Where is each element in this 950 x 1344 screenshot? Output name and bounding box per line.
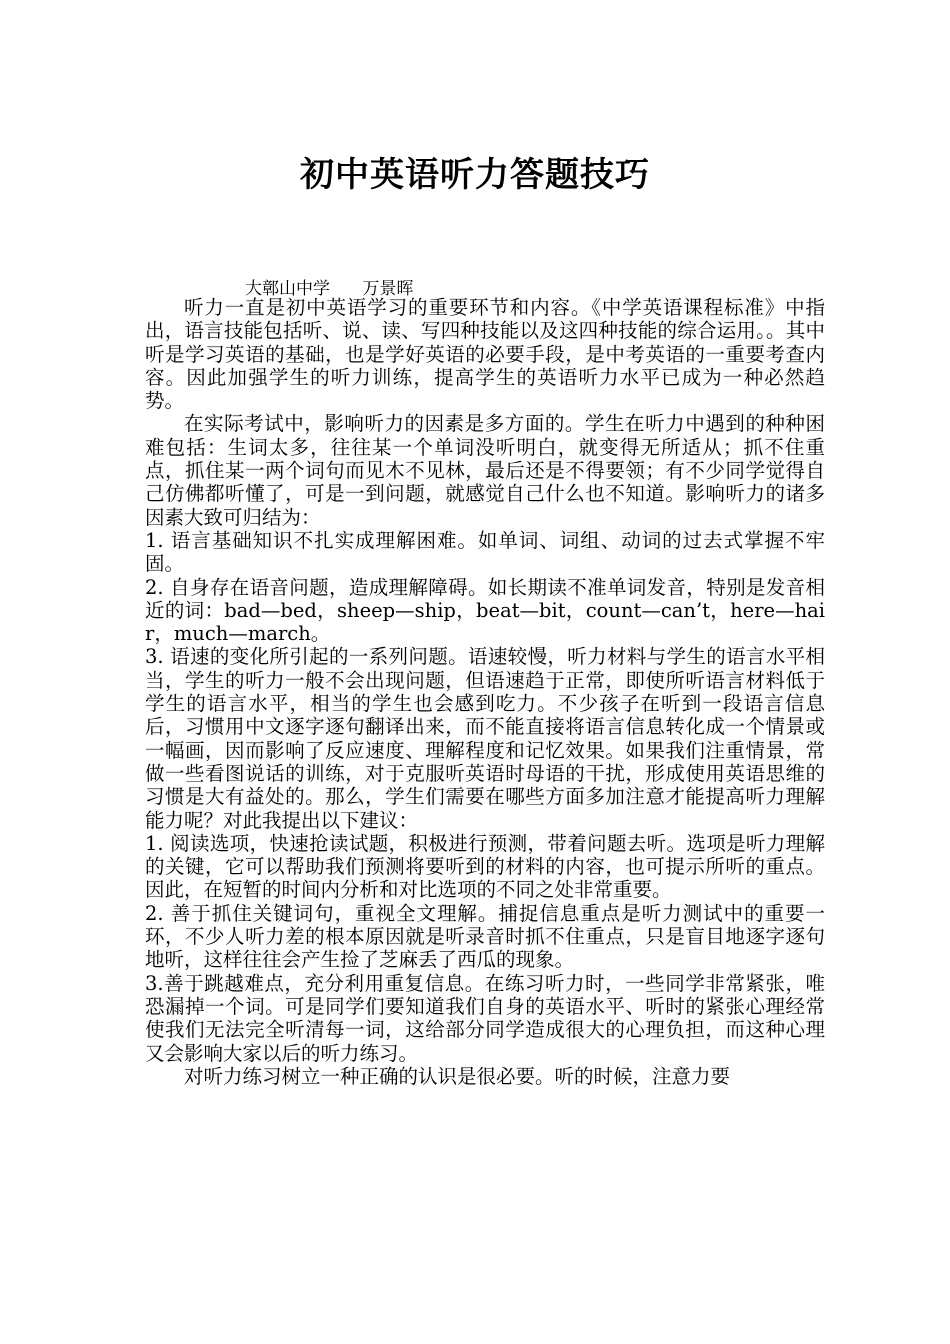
author-byline: 大鄣山中学 万景晖: [245, 279, 414, 299]
list-item-factor-2: 2. 自身存在语音问题，造成理解障碍。如长期读不准单词发音，特别是发音相近的词：bad—bed，sheep—ship，beat—bit，count—can’t，here—hair，much—march。: [145, 575, 825, 646]
list-item-advice-1: 1. 阅读选项，快速抢读试题，积极进行预测，带着问题去听。选项是听力理解的关键，它可以帮助我们预测将要听到的材料的内容，也可提示所听的重点。因此，在短暂的时间内分析和对比选项的不同之处非常重要。: [145, 831, 825, 902]
list-item-factor-1: 1. 语言基础知识不扎实成理解困难。如单词、词组、动词的过去式掌握不牢固。: [145, 528, 825, 576]
list-item-advice-2: 2. 善于抓住关键词句，重视全文理解。捕捉信息重点是听力测试中的重要一环，不少人听力差的根本原因就是听录音时抓不住重点，只是盲目地逐字逐句地听，这样往往会产生捡了芝麻丢了西瓜的现象。: [145, 901, 825, 972]
document-body: [145, 296, 825, 1088]
paragraph-factors: 在实际考试中，影响听力的因素是多方面的。学生在听力中遇到的种种困难包括：生词太多，往往某一个单词没听明白，就变得无所适从；抓不住重点，抓住某一两个词句而见木不见林，最后还是不得要领；有不少同学觉得自己仿佛都听懂了，可是一到问题，就感觉自己什么也不知道。影响听力的诸多因素大致可归结为：: [145, 412, 825, 529]
document-title: 初中英语听力答题技巧: [300, 155, 650, 195]
paragraph-intro: 听力一直是初中英语学习的重要环节和内容。《中学英语课程标准》中指出，语言技能包括听、说、读、写四种技能以及这四种技能的综合运用。。其中听是学习英语的基础，也是学好英语的必要手段，是中考英语的一重要考查内容。因此加强学生的听力训练，提高学生的英语听力水平已成为一种必然趋势。: [145, 296, 825, 413]
list-item-advice-3: 3.善于跳越难点，充分利用重复信息。在练习听力时，一些同学非常紧张，唯恐漏掉一个词。可是同学们要知道我们自身的英语水平、听时的紧张心理经常使我们无法完全听清每一词，这给部分同学造成很大的心理负担，而这种心理又会影响大家以后的听力练习。: [145, 971, 825, 1065]
list-item-factor-3: 3. 语速的变化所引起的一系列问题。语速较慢，听力材料与学生的语言水平相当，学生的听力一般不会出现问题，但语速趋于正常，即使所听语言材料低于学生的语言水平，相当的学生也会感到吃力。不少孩子在听到一段语言信息后，习惯用中文逐字逐句翻译出来，而不能直接将语言信息转化成一个情景或一幅画，因而影响了反应速度、理解程度和记忆效果。如果我们注重情景，常做一些看图说话的训练，对于克服听英语时母语的干扰，形成使用英语思维的习惯是大有益处的。那么，学生们需要在哪些方面多加注意才能提高听力理解能力呢？对此我提出以下建议：: [145, 645, 825, 832]
paragraph-conclusion: 对听力练习树立一种正确的认识是很必要。听的时候，注意力要: [184, 1064, 731, 1088]
